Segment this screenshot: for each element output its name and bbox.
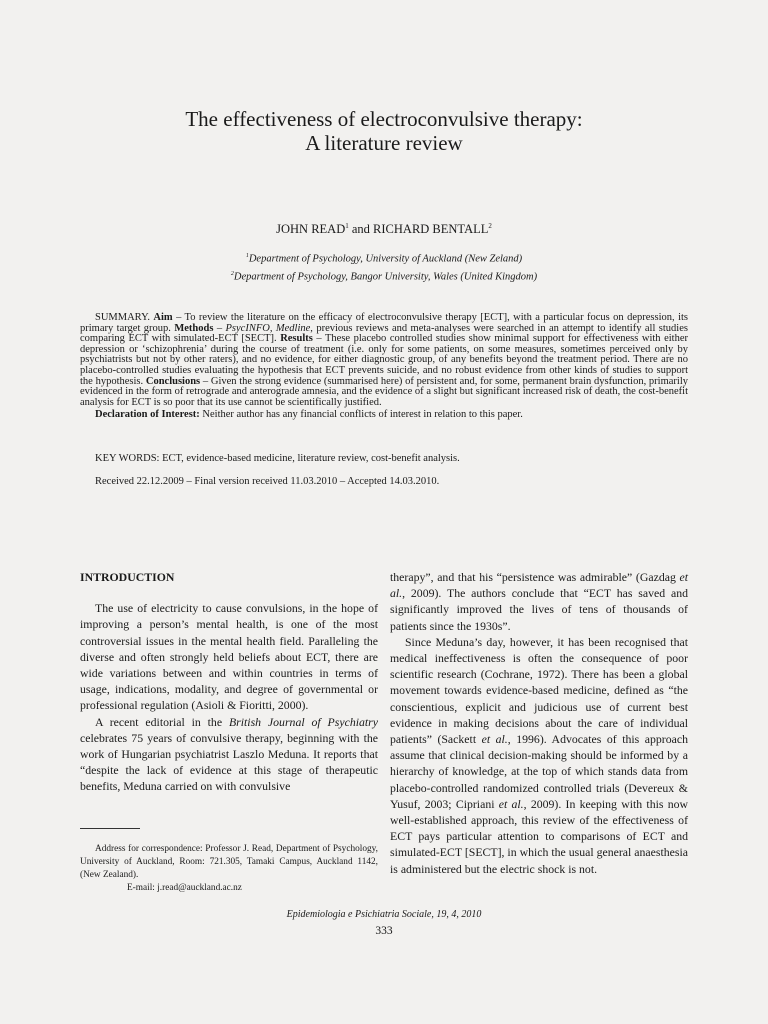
databases: PsycINFO, Medline [225, 322, 311, 334]
affiliations [0, 249, 768, 284]
paragraph: The use of electricity to cause convulsions, in the hope of improving a person’s mental health, is one of the most controversial issues in the mental health field. Paralleling the diverse and often strongly held beliefs about ECT, there are wide variations between and within countries in terms of usage, indications, modality, and degree of governmental or professional regulation (Asioli & Fioritti, 2000). [80, 601, 378, 713]
abstract-body: SUMMARY. Aim – To review the literature on the efficacy of electroconvulsive therapy [ECT], with a particular focus on depression, its primary target group. Methods – PsycINFO, Medline, previous reviews and meta-analyses were searched in an attempt to identify all studies comparing ECT with simulated-ECT [SECT]. Results – These placebo controlled studies show minimal support for effectiveness with either depression or ‘schizophrenia’ during the course of treatment (i.e. only for some patients, on some measures, sometimes perceived only by psychiatrists but not by other raters), and no evidence, for either diagnostic group, of any benefits beyond the treatment period. There are no placebo-controlled studies evaluating the hypothesis that ECT prevents suicide, and no robust evidence from other kinds of studies to support the hypothesis. Conclusions – Given the strong evidence (summarised here) of persistent and, for some, permanent brain dysfunction, primarily evidenced in the form of retrograde and anterograde amnesia, and the evidence of a slight but significant increased risk of death, the cost-benefit analysis for ECT is so poor that its use cannot be scientifically justified. [80, 312, 688, 408]
conclusions-label: Conclusions [145, 375, 201, 387]
correspondence-address: Address for correspondence: Professor J. Read, Department of Psychology, University of Auckland, Room: 721.305, Tamaki Campus, Auckland 1142, (New Zealand). [80, 844, 378, 880]
correspondence-email: E-mail: j.read@auckland.ac.nz [127, 883, 242, 893]
left-column [80, 569, 378, 795]
author-1: JOHN READ [276, 222, 346, 237]
author-2: RICHARD BENTALL [373, 222, 489, 237]
author-2-affil-mark: 2 [488, 222, 492, 230]
page-number: 333 [375, 925, 393, 937]
abstract [80, 313, 688, 421]
paragraph: Since Meduna’s day, however, it has been recognised that medical ineffectiveness is often the consequence of poor scientific research (Cochrane, 1972). There has been a global movement towards evidence-based medicine, defined as “the conscientious, explicit and judicious use of current best evidence in making decisions about the care of individual patients” (Sackett et al., 1996). Advocates of this approach assume that clinical decision-making should be informed by a hierarchy of knowledge, at the top of which stands data from placebo-controlled randomized controlled trials (Devereux & Yusuf, 2003; Cipriani et al., 2009). In keeping with this now well-established approach, this review of the effectiveness of ECT pays particular attention to comparisons of ECT and simulated-ECT [SECT], in which the usual general anaesthesia is administered but the electric shock is not. [390, 634, 689, 876]
results-label: Results [280, 333, 313, 345]
paragraph: A recent editorial in the British Journal of Psychiatry celebrates 75 years of convulsive therapy, beginning with the work of Hungarian psychiatrist Laszlo Meduna. It reports that “despite the lack of evidence at this stage of therapeutic benefits, Meduna carried on with convulsive [80, 714, 378, 794]
title-line-1: The effectiveness of electroconvulsive therapy: [185, 107, 583, 131]
aim-label: Aim [153, 312, 173, 323]
correspondence-footnote [80, 843, 378, 895]
declaration-of-interest: Declaration of Interest: Neither author has any financial conflicts of interest in relation to this paper. [95, 409, 523, 421]
affiliation-2: $^2$Department of Psychology, Bangor University, Wales (United Kingdom) [230, 270, 538, 282]
affiliation-1: $^1$Department of Psychology, University of Auckland (New Zeland) [245, 253, 523, 265]
keywords: KEY WORDS: ECT, evidence-based medicine, literature review, cost-benefit analysis. [95, 453, 460, 464]
journal-citation: Epidemiologia e Psichiatria Sociale, 19, 4, 2010 [286, 909, 482, 920]
title-line-2: A literature review [305, 131, 463, 155]
received-dates: Received 22.12.2009 – Final version received 11.03.2010 – Accepted 14.03.2010. [95, 476, 440, 487]
footnote-divider [80, 828, 140, 829]
methods-label: Methods [174, 322, 214, 334]
article-title [0, 107, 768, 155]
author-list [0, 222, 768, 237]
section-heading: INTRODUCTION [80, 570, 175, 584]
author-conjunction: and [348, 222, 374, 237]
author-1-affil-mark: 1 [345, 222, 349, 230]
right-column [390, 569, 688, 877]
paragraph: therapy”, and that his “persistence was admirable” (Gazdag et al., 2009). The authors conclude that “ECT has saved and significantly improved the lives of tens of thousands of patients since the 1930s”. [390, 570, 688, 633]
